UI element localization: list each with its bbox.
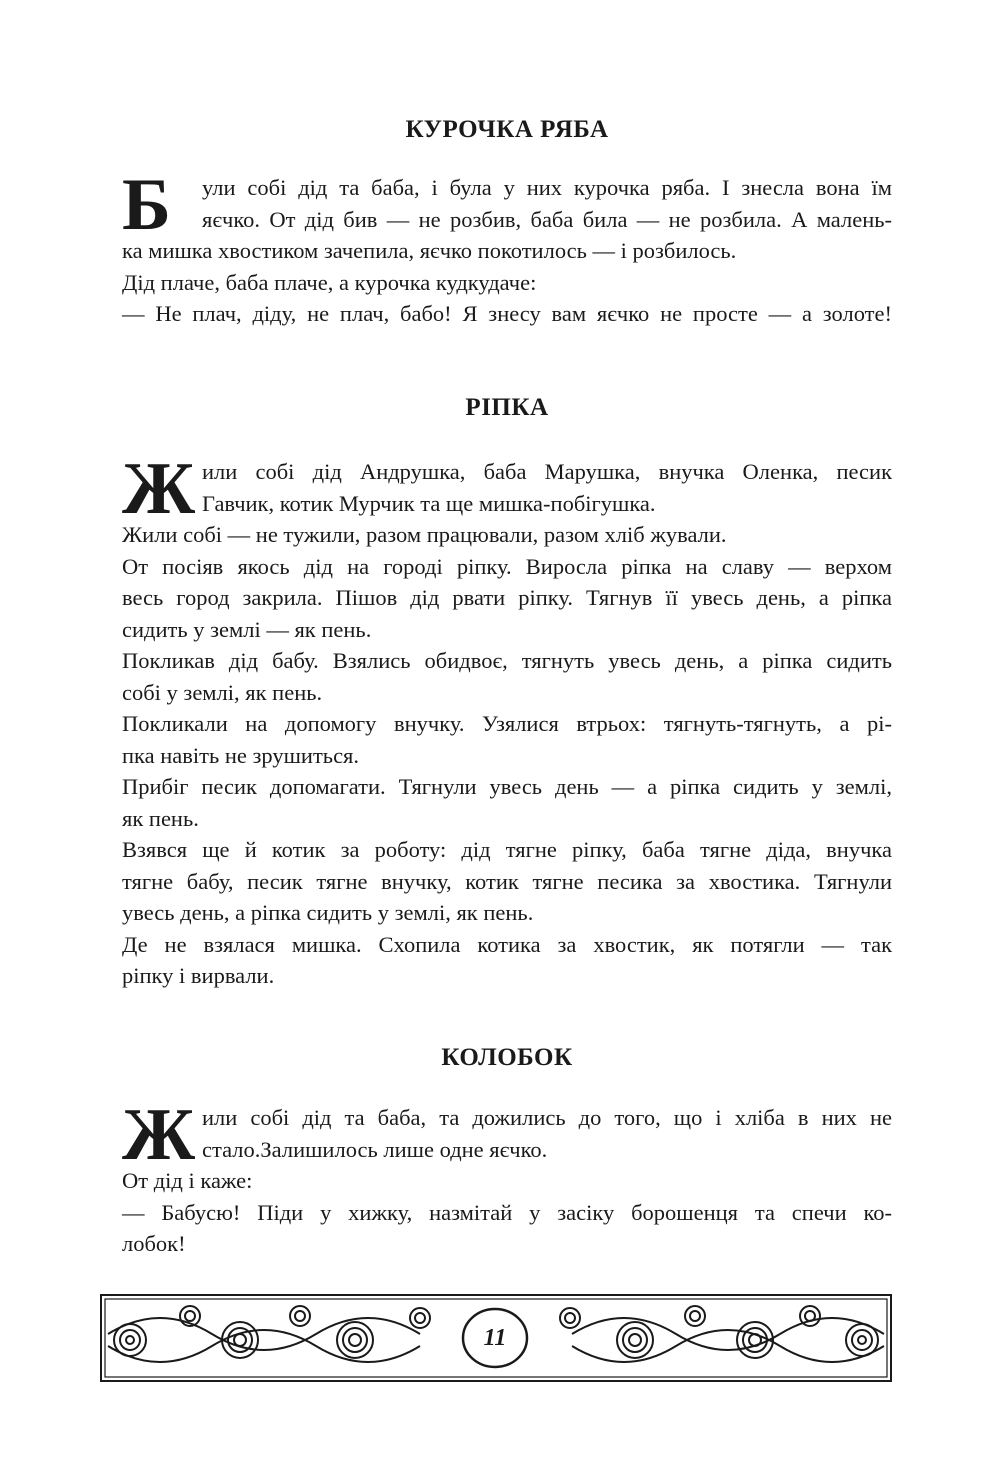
section-title: РІПКА <box>465 394 549 421</box>
text-line: як пень. <box>122 805 199 831</box>
text-line: Жили собі — не тужили, разом працювали, разом хліб жували. <box>122 522 727 547</box>
text-line: ка мишка хвостиком зачепила, яєчко покотилось — і розбилось. <box>122 238 737 263</box>
section-kurochka-ryaba <box>122 116 892 330</box>
text-line: весь город закрила. Пішов дід рвати ріпку. Тягнув її увесь день, а ріпка <box>122 585 892 610</box>
text-line: собі у землі, як пень. <box>122 679 323 705</box>
opening-paragraph <box>122 1094 892 1176</box>
section-title: КОЛОБОК <box>441 1044 573 1071</box>
opening-paragraph <box>122 448 892 530</box>
paragraph <box>122 1165 892 1260</box>
text-line: лобок! <box>122 1231 186 1256</box>
section-kolobok <box>122 1044 892 1260</box>
text-line: От дід і каже: <box>122 1168 253 1193</box>
text-line: пка навіть не зрушиться. <box>122 742 360 768</box>
text-line: Де не взялася мишка. Схопила котика за хвостик, як потягли — так <box>122 931 892 957</box>
drop-cap: Б <box>122 164 171 246</box>
text-line: — Бабусю! Піди у хижку, назмітай у засіку борошенця та спечи ко- <box>122 1199 892 1225</box>
text-line: или собі дід Андрушка, баба Марушка, внучка Оленка, песик <box>202 459 892 484</box>
drop-cap: Ж <box>122 448 196 530</box>
text-line: стало.Залишилось лише одне яєчко. <box>202 1136 548 1162</box>
text-line: От посіяв якось дід на городі ріпку. Виросла ріпка на славу — верхом <box>122 553 892 579</box>
section-ripka <box>122 394 892 992</box>
paragraph <box>122 235 892 330</box>
drop-cap: Ж <box>122 1094 196 1176</box>
text-line: увесь день, а ріпка сидить у землі, як пень. <box>122 900 534 925</box>
text-line: ули собі дід та баба, і була у них курочка ряба. І знесла вона їм <box>202 175 892 200</box>
text-line: сидить у землі — як пень. <box>122 616 372 642</box>
text-line: Покликали на допомогу внучку. Узялися втрьох: тягнуть-тягнуть, а рі- <box>122 711 892 736</box>
section-title: КУРОЧКА РЯБА <box>405 116 609 143</box>
text-line: Покликав дід бабу. Взялись обидвоє, тягнуть увесь день, а ріпка сидить <box>122 648 892 673</box>
text-line: Прибіг песик допомагати. Тягнули увесь день — а ріпка сидить у землі, <box>122 774 892 799</box>
text-line: ріпку і вирвали. <box>122 963 275 988</box>
opening-paragraph <box>122 164 892 246</box>
text-line: Дід плаче, баба плаче, а курочка кудкудаче: <box>122 269 537 295</box>
paragraph <box>122 519 892 992</box>
text-line: — Не плач, діду, не плач, бабо! Я знесу вам яєчко не просте — а золоте! <box>122 301 892 326</box>
text-line: яєчко. От дід бив — не розбив, баба била — не розбила. А малень- <box>202 206 892 232</box>
page-number: 11 <box>483 1324 507 1351</box>
text-line: Гавчик, котик Мурчик та ще мишка-побігушка. <box>202 490 656 516</box>
text-line: или собі дід та баба, та дожились до того, що і хліба в них не <box>202 1105 892 1130</box>
text-line: Взявся ще й котик за роботу: дід тягне ріпку, баба тягне діда, внучка <box>122 837 892 862</box>
text-line: тягне бабу, песик тягне внучку, котик тягне песика за хвостика. Тягнули <box>122 868 892 894</box>
